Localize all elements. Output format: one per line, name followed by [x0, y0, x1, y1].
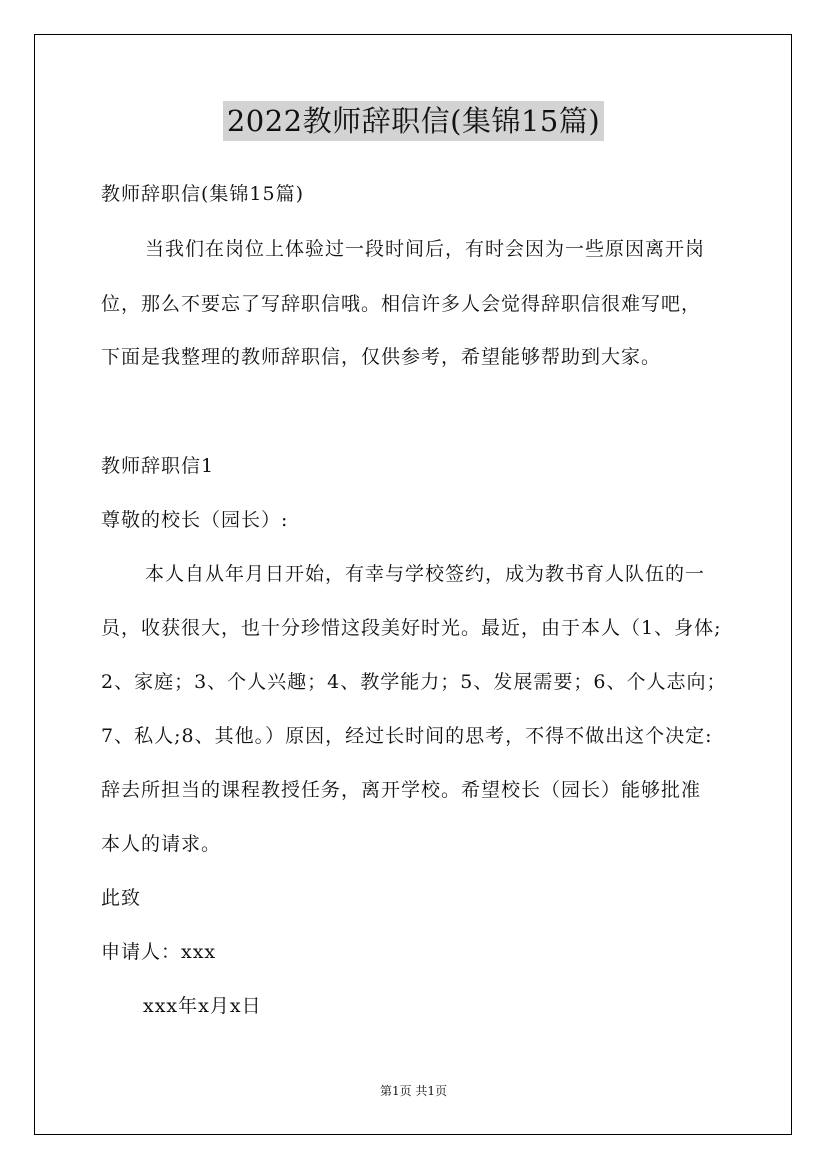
- document-subtitle: 教师辞职信(集锦15篇): [101, 183, 305, 205]
- salutation: 尊敬的校长（园长）:: [101, 509, 289, 531]
- page-footer: [0, 1083, 827, 1099]
- intro-line: 下面是我整理的教师辞职信，仅供参考，希望能够帮助到大家。: [101, 346, 662, 368]
- page-number: 第1页 共1页: [379, 1084, 448, 1098]
- body-line: 本人的请求。: [101, 833, 222, 855]
- document-title: 2022教师辞职信(集锦15篇): [223, 101, 604, 141]
- intro-line: 位，那么不要忘了写辞职信哦。相信许多人会觉得辞职信很难写吧，: [101, 293, 702, 315]
- date: xxx年x月x日: [143, 995, 262, 1017]
- applicant: 申请人：xxx: [101, 941, 217, 963]
- body-line: 员，收获很大，也十分珍惜这段美好时光。最近，由于本人（1、身体;: [101, 617, 722, 639]
- title-container: [0, 101, 827, 141]
- section-heading: 教师辞职信1: [101, 455, 215, 477]
- body-line: 7、私人;8、其他。）原因，经过长时间的思考，不得不做出这个决定:: [101, 725, 713, 747]
- body-line: 本人自从年月日开始，有幸与学校签约，成为教书育人队伍的一: [145, 563, 706, 585]
- body-line: 辞去所担当的课程教授任务，离开学校。希望校长（园长）能够批准: [101, 779, 702, 801]
- closing: 此致: [101, 887, 142, 909]
- intro-line: 当我们在岗位上体验过一段时间后，有时会因为一些原因离开岗: [145, 238, 706, 260]
- body-line: 2、家庭；3、个人兴趣；4、教学能力；5、发展需要；6、个人志向；: [101, 671, 727, 693]
